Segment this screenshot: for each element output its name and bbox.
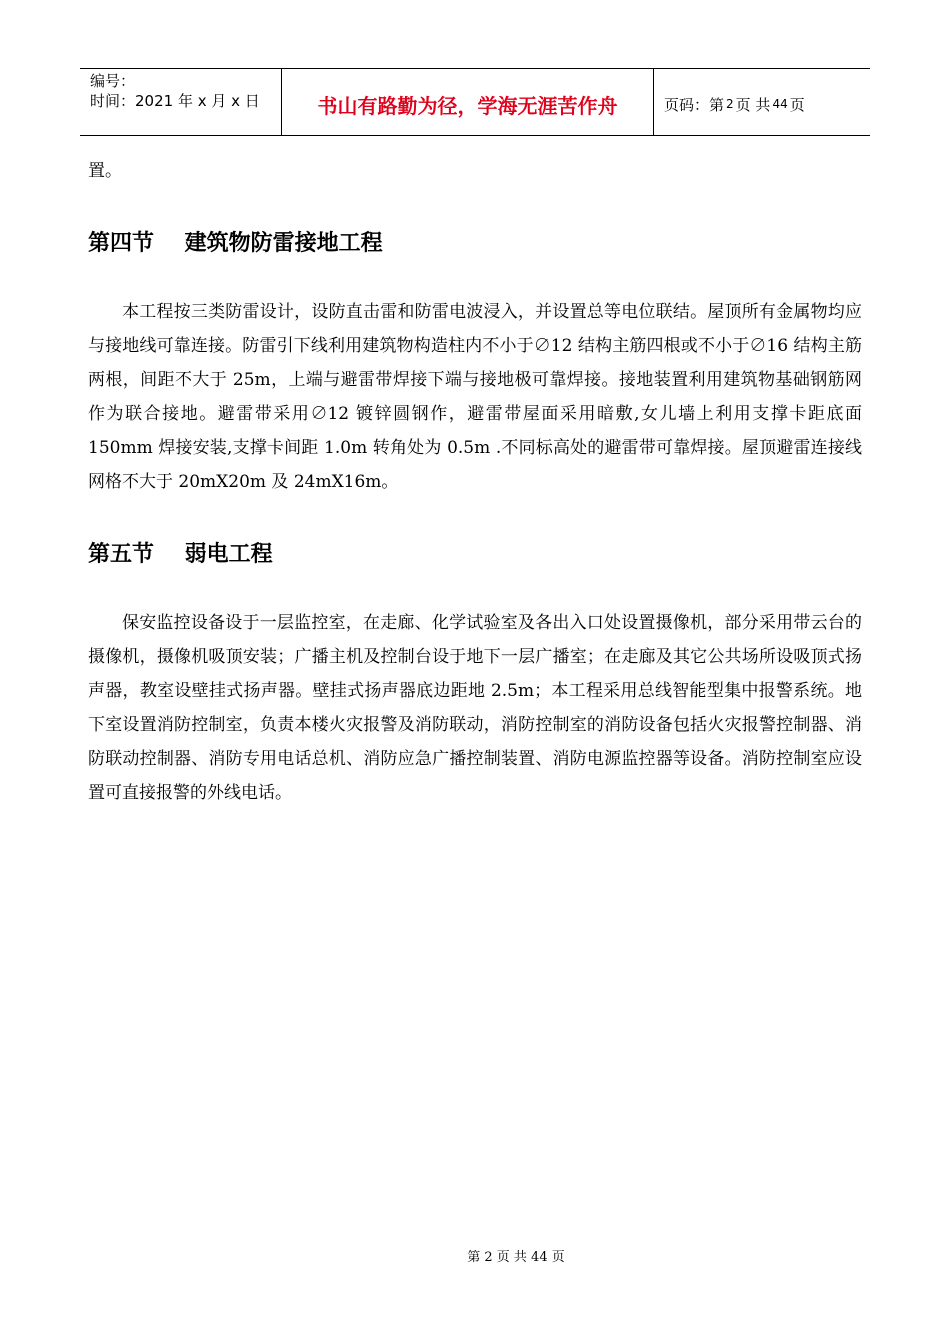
page-total: 44 — [772, 97, 788, 111]
document-number-label: 编号： — [90, 72, 136, 90]
section-5-paragraph: 保安监控设备设于一层监控室，在走廊、化学试验室及各出入口处设置摄像机，部分采用带云台的摄像机，摄像机吸顶安装；广播主机及控制台设于地下一层广播室；在走廊及其它公共场所设吸顶式扬声器，教室设壁挂式扬声器。壁挂式扬声器底边距地 2.5m；本工程采用总线智能型集中报警系统。地下室设置消防控制室，负责本楼火灾报警及消防联动，消防控制室的消防设备包括火灾报警控制器、消防联动控制器、消防专用电话总机、消防应急广播控制装置、消防电源监控器等设备。消防控制室应设置可直接报警的外线电话。 — [88, 613, 862, 803]
document-time: 时间：2021 年 x 月 x 日 — [90, 92, 260, 110]
page-middle: 页 共 — [735, 95, 771, 114]
header-meta — [80, 69, 282, 135]
header-page-info — [654, 69, 870, 135]
document-body — [88, 154, 862, 810]
header-motto: 书山有路勤为径，学海无涯苦作舟 — [282, 69, 654, 135]
section-4-paragraph: 本工程按三类防雷设计，设防直击雷和防雷电波浸入，并设置总等电位联结。屋顶所有金属物均应与接地线可靠连接。防雷引下线利用建筑物构造柱内不小于∅12 结构主筋四根或不小于∅16 结构主筋两根，间距不大于 25m，上端与避雷带焊接下端与接地极可靠焊接。接地装置利用建筑物基础钢筋网作为联合接地。避雷带采用∅12 镀锌圆钢作，避雷带屋面采用暗敷,女儿墙上利用支撑卡距底面 150mm 焊接安装,支撑卡间距 1.0m 转角处为 0.5m .不同标高处的避雷带可靠焊接。屋顶避雷连接线网格不大于 20mX20m 及 24mX16m。 — [88, 302, 862, 492]
continuation-text: 置。 — [88, 161, 122, 181]
page-prefix: 页码：第 — [664, 95, 725, 114]
section-5-title: 第五节 弱电工程 — [88, 542, 273, 567]
page-header — [80, 68, 870, 136]
page-footer: 第 2 页 共 44 页 — [467, 1250, 565, 1265]
page-current: 2 — [726, 97, 734, 111]
section-4-title: 第四节 建筑物防雷接地工程 — [88, 231, 383, 256]
page-suffix: 页 — [789, 95, 805, 114]
